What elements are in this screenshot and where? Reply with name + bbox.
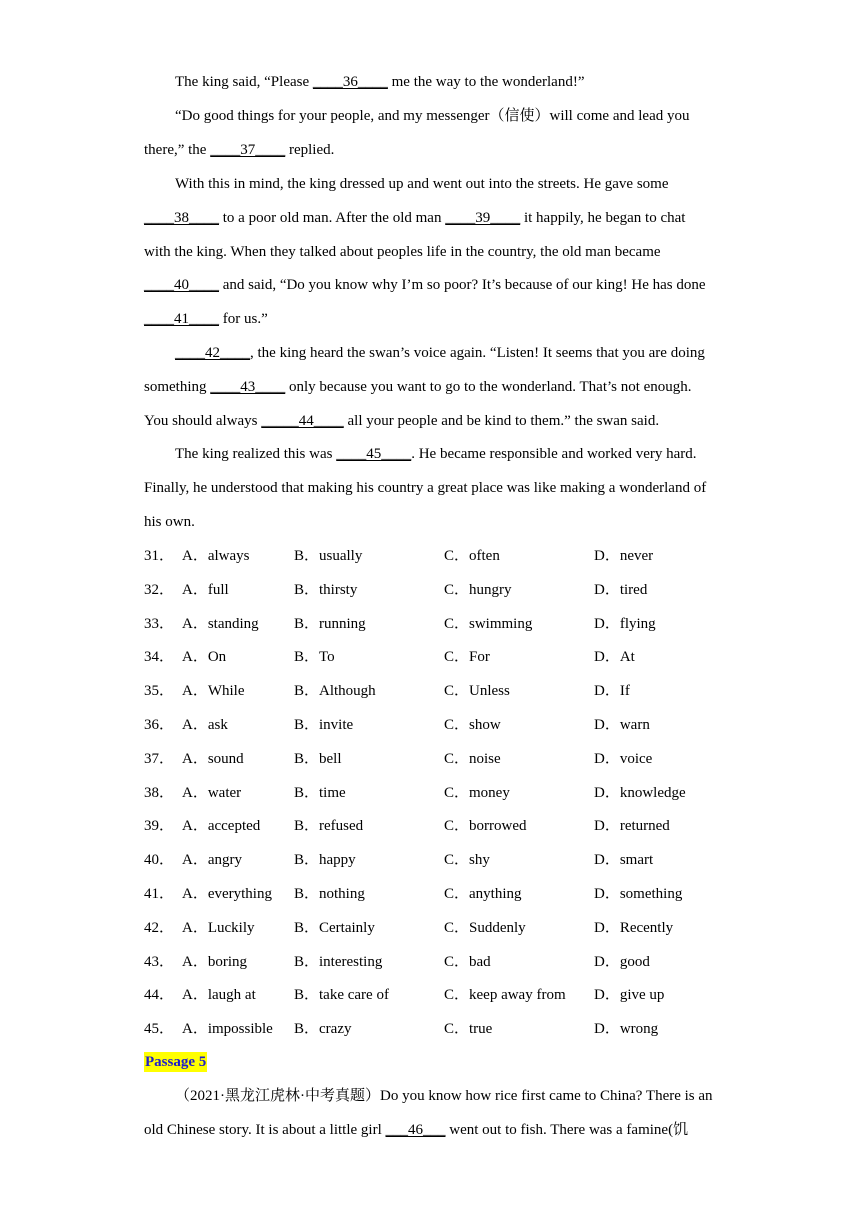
passage-line: [175, 444, 755, 464]
option-a[interactable]: A．On: [182, 649, 227, 666]
text-segment: me the way to the wonderland!”: [387, 74, 585, 90]
passage-5-line-2: [144, 1120, 724, 1140]
option-b[interactable]: B．refused: [294, 818, 364, 835]
answer-blank: ____45____: [336, 446, 412, 462]
option-c[interactable]: C．bad: [444, 953, 491, 970]
option-b[interactable]: B．happy: [294, 852, 356, 869]
option-d[interactable]: D．If: [594, 683, 630, 700]
question-number: 43．: [144, 953, 175, 970]
option-c[interactable]: C．show: [444, 717, 501, 733]
option-a[interactable]: A．While: [182, 683, 245, 700]
question-number: 41．: [144, 886, 175, 902]
question-number: 40．: [144, 852, 175, 869]
text-segment: there,” the: [144, 142, 211, 158]
option-a[interactable]: A．always: [182, 548, 250, 564]
option-a[interactable]: A．everything: [182, 886, 272, 902]
text-segment: replied.: [285, 142, 335, 158]
option-a[interactable]: A．Luckily: [182, 919, 255, 936]
option-a[interactable]: A．laugh at: [182, 987, 256, 1004]
passage-line: [144, 377, 724, 397]
answer-blank: ____43____: [210, 379, 286, 395]
passage-line: [175, 72, 755, 92]
option-a[interactable]: A．sound: [182, 750, 244, 767]
option-b[interactable]: B．bell: [294, 750, 342, 767]
option-d[interactable]: D．returned: [594, 818, 670, 835]
text-segment: his own.: [144, 514, 195, 530]
option-b[interactable]: B．crazy: [294, 1021, 352, 1038]
passage-line: [175, 106, 755, 126]
text-segment: , the king heard the swan’s voice again. “Listen! It seems that you are doing: [250, 345, 705, 361]
option-d[interactable]: D．wrong: [594, 1021, 659, 1038]
text-segment: with the king. When they talked about peoples life in the country, the old man became: [144, 244, 661, 260]
passage-line: [144, 242, 724, 262]
text-segment: old Chinese story. It is about a little girl: [144, 1122, 386, 1138]
answer-blank: ____37____: [210, 142, 286, 158]
option-c[interactable]: C．noise: [444, 750, 501, 767]
answer-blank: ____39____: [445, 210, 521, 226]
text-segment: something: [144, 379, 211, 395]
text-segment: “Do good things for your people, and my messenger（信使）will come and lead you: [175, 108, 690, 124]
text-segment: went out to fish. There was a famine(饥: [445, 1122, 689, 1138]
option-c[interactable]: C．anything: [444, 886, 522, 902]
question-number: 35．: [144, 683, 175, 700]
question-number: 38．: [144, 784, 175, 801]
text-segment: only because you want to go to the wonderland. That’s not enough.: [285, 379, 692, 395]
passage-line: [144, 478, 724, 498]
text-segment: and said, “Do you know why I’m so poor? It’s because of our king! He has done: [219, 277, 706, 293]
option-c[interactable]: C．true: [444, 1021, 493, 1038]
option-d[interactable]: D．voice: [594, 750, 653, 767]
option-c[interactable]: C．Unless: [444, 683, 510, 700]
text-segment: The king realized this was: [175, 446, 337, 462]
option-a[interactable]: A．angry: [182, 852, 242, 869]
option-c[interactable]: C．money: [444, 784, 510, 801]
question-number: 45．: [144, 1021, 175, 1038]
passage-5-heading: Passage 5: [145, 1054, 207, 1070]
question-number: 31．: [144, 548, 175, 564]
option-a[interactable]: A．water: [182, 784, 242, 801]
option-b[interactable]: B．Although: [294, 683, 376, 700]
text-segment: . He became responsible and worked very hard.: [411, 446, 697, 462]
blank-46: ___46___: [385, 1122, 446, 1138]
option-c[interactable]: C．swimming: [444, 615, 533, 632]
answer-blank: _____44____: [261, 413, 344, 429]
question-number: 39．: [144, 818, 175, 835]
option-a[interactable]: A．impossible: [182, 1021, 273, 1038]
option-a[interactable]: A．ask: [182, 717, 228, 733]
option-b[interactable]: B．nothing: [294, 886, 365, 902]
option-d[interactable]: D．never: [594, 548, 654, 564]
option-d[interactable]: D．something: [594, 886, 683, 902]
question-number: 33．: [144, 615, 175, 632]
option-b[interactable]: B．Certainly: [294, 919, 375, 936]
option-d[interactable]: D．flying: [594, 615, 656, 632]
question-number: 37．: [144, 750, 175, 767]
option-d[interactable]: D．give up: [594, 987, 665, 1004]
option-d[interactable]: D．At: [594, 649, 635, 666]
passage-line: [175, 343, 755, 363]
option-b[interactable]: B．running: [294, 615, 366, 632]
option-c[interactable]: C．shy: [444, 852, 490, 869]
option-c[interactable]: C．often: [444, 548, 500, 564]
text-segment: for us.”: [219, 311, 268, 327]
option-b[interactable]: B．thirsty: [294, 581, 358, 598]
text-segment: With this in mind, the king dressed up and went out into the streets. He gave some: [175, 176, 669, 192]
answer-blank: ____40____: [144, 277, 219, 293]
text-segment: to a poor old man. After the old man: [219, 210, 446, 226]
option-c[interactable]: C．keep away from: [444, 987, 566, 1004]
option-a[interactable]: A．full: [182, 581, 229, 598]
text-segment: all your people and be kind to them.” the swan said.: [343, 413, 660, 429]
question-number: 36．: [144, 717, 175, 733]
option-b[interactable]: B．To: [294, 649, 335, 666]
question-number: 32．: [144, 581, 175, 598]
option-d[interactable]: D．knowledge: [594, 784, 686, 801]
text-segment: it happily, he began to chat: [520, 210, 686, 226]
question-number: 42．: [144, 919, 175, 936]
text-segment: You should always: [144, 413, 262, 429]
answer-blank: ____38____: [144, 210, 219, 226]
passage-5-line-1: （2021·黑龙江虎林·中考真题）Do you know how rice first came to China? There is an: [175, 1088, 713, 1104]
passage-line: [175, 174, 755, 194]
answer-blank: ____42____: [175, 345, 250, 361]
option-a[interactable]: A．accepted: [182, 818, 261, 835]
option-b[interactable]: B．interesting: [294, 953, 383, 970]
passage-line: [144, 411, 724, 431]
question-number: 44．: [144, 987, 175, 1004]
option-c[interactable]: C．For: [444, 649, 490, 666]
passage-line: [144, 140, 724, 160]
option-d[interactable]: D．tired: [594, 581, 648, 598]
option-c[interactable]: C．borrowed: [444, 818, 527, 835]
answer-blank: ____36____: [312, 74, 388, 90]
question-number: 34．: [144, 649, 175, 666]
option-d[interactable]: D．good: [594, 953, 650, 970]
option-b[interactable]: B．invite: [294, 717, 354, 733]
option-b[interactable]: B．time: [294, 784, 346, 801]
passage-line: [144, 309, 724, 329]
answer-blank: ____41____: [144, 311, 219, 327]
text-segment: Finally, he understood that making his country a great place was like making a wonderland of: [144, 480, 707, 496]
option-b[interactable]: B．usually: [294, 548, 363, 564]
option-d[interactable]: D．warn: [594, 717, 650, 733]
option-a[interactable]: A．boring: [182, 953, 247, 970]
passage-line: [144, 275, 724, 295]
passage-line: [144, 208, 724, 228]
passage-line: [144, 512, 724, 532]
option-a[interactable]: A．standing: [182, 615, 259, 632]
text-segment: The king said, “Please: [175, 74, 313, 90]
option-b[interactable]: B．take care of: [294, 987, 389, 1004]
option-d[interactable]: D．Recently: [594, 919, 674, 936]
option-d[interactable]: D．smart: [594, 852, 654, 869]
option-c[interactable]: C．hungry: [444, 581, 512, 598]
option-c[interactable]: C．Suddenly: [444, 919, 526, 936]
